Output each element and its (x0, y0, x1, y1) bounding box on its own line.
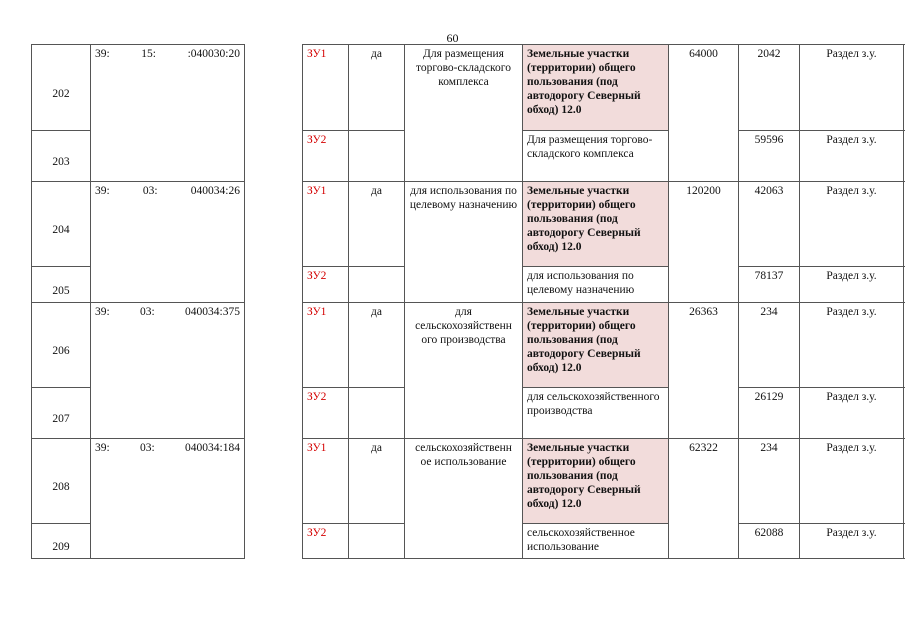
row-number: 203 (32, 131, 91, 182)
zu-label: ЗУ1 (303, 439, 349, 524)
purpose-cell: для использования по целевому назначению (405, 182, 523, 303)
note-cell: Раздел з.у. (800, 388, 904, 439)
new-purpose-cell: Земельные участки (территории) общего пользования (под автодорогу Северный обход) 12.0 (523, 45, 669, 131)
table-row (32, 182, 905, 267)
purpose-cell: сельскохозяйственн ое использование (405, 439, 523, 559)
note-cell: Раздел з.у. (800, 267, 904, 303)
new-purpose-cell: сельскохозяйственное использование (523, 524, 669, 559)
cadastral-number (91, 45, 245, 182)
cadastral-part: 040034:184 (185, 442, 240, 454)
flag-cell (349, 388, 405, 439)
area-total-cell: 64000 (669, 45, 739, 182)
purpose-cell: Для размещения торгово-складского комплекса (405, 45, 523, 182)
cadastral-part: 03: (140, 442, 155, 454)
zu-label: ЗУ2 (303, 524, 349, 559)
cadastral-part: 03: (142, 185, 158, 197)
spacer-cell (245, 182, 303, 303)
flag-cell: да (349, 439, 405, 524)
area-part-cell: 78137 (739, 267, 800, 303)
area-part-cell: 2042 (739, 45, 800, 131)
cadastral-part: :040030:20 (187, 48, 240, 60)
new-purpose-cell: для сельскохозяйственного производства (523, 388, 669, 439)
row-number: 209 (32, 524, 91, 559)
note-cell: Раздел з.у. (800, 303, 904, 388)
page-number: 60 (446, 31, 459, 45)
zu-label: ЗУ1 (303, 303, 349, 388)
new-purpose-cell: для использования по целевому назначению (523, 267, 669, 303)
flag-cell: да (349, 303, 405, 388)
area-part-cell: 42063 (739, 182, 800, 267)
note-cell: Раздел з.у. (800, 131, 904, 182)
cadastral-part: 15: (141, 48, 156, 60)
row-number: 202 (32, 45, 91, 131)
note-cell: Раздел з.у. (800, 45, 904, 131)
cadastral-part: 39: (95, 48, 110, 60)
spacer-cell (245, 303, 303, 439)
cadastral-part: 39: (95, 442, 110, 454)
row-number: 207 (32, 388, 91, 439)
area-part-cell: 26129 (739, 388, 800, 439)
flag-cell: да (349, 45, 405, 131)
cadastral-number (91, 439, 245, 559)
area-total-cell: 62322 (669, 439, 739, 559)
cadastral-part: 040034:26 (190, 185, 240, 197)
area-part-cell: 234 (739, 303, 800, 388)
zu-label: ЗУ1 (303, 45, 349, 131)
flag-cell (349, 524, 405, 559)
note-cell: Раздел з.у. (800, 524, 904, 559)
flag-cell: да (349, 182, 405, 267)
zu-label: ЗУ2 (303, 388, 349, 439)
flag-cell (349, 267, 405, 303)
spacer-cell (245, 439, 303, 559)
note-cell: Раздел з.у. (800, 439, 904, 524)
new-purpose-cell: Земельные участки (территории) общего пользования (под автодорогу Северный обход) 12.0 (523, 303, 669, 388)
cadastral-number (91, 182, 245, 303)
cadastral-part: 03: (140, 306, 155, 318)
area-part-cell: 62088 (739, 524, 800, 559)
cadastral-part: 39: (95, 306, 110, 318)
table-row (32, 45, 905, 131)
cadastral-part: 040034:375 (185, 306, 240, 318)
area-part-cell: 234 (739, 439, 800, 524)
row-number: 208 (32, 439, 91, 524)
area-total-cell: 120200 (669, 182, 739, 303)
table-row (32, 303, 905, 388)
row-number: 206 (32, 303, 91, 388)
new-purpose-cell: Для размещения торгово-складского комплекса (523, 131, 669, 182)
cadastral-number (91, 303, 245, 439)
zu-label: ЗУ1 (303, 182, 349, 267)
land-plots-table (31, 44, 905, 559)
purpose-cell: для сельскохозяйственн ого производства (405, 303, 523, 439)
zu-label: ЗУ2 (303, 267, 349, 303)
zu-label: ЗУ2 (303, 131, 349, 182)
new-purpose-cell: Земельные участки (территории) общего пользования (под автодорогу Северный обход) 12.0 (523, 439, 669, 524)
spacer-cell (245, 45, 303, 182)
area-total-cell: 26363 (669, 303, 739, 439)
new-purpose-cell: Земельные участки (территории) общего пользования (под автодорогу Северный обход) 12.0 (523, 182, 669, 267)
flag-cell (349, 131, 405, 182)
row-number: 205 (32, 267, 91, 303)
cadastral-part: 39: (95, 185, 110, 197)
row-number: 204 (32, 182, 91, 267)
table-row (32, 439, 905, 524)
note-cell: Раздел з.у. (800, 182, 904, 267)
area-part-cell: 59596 (739, 131, 800, 182)
